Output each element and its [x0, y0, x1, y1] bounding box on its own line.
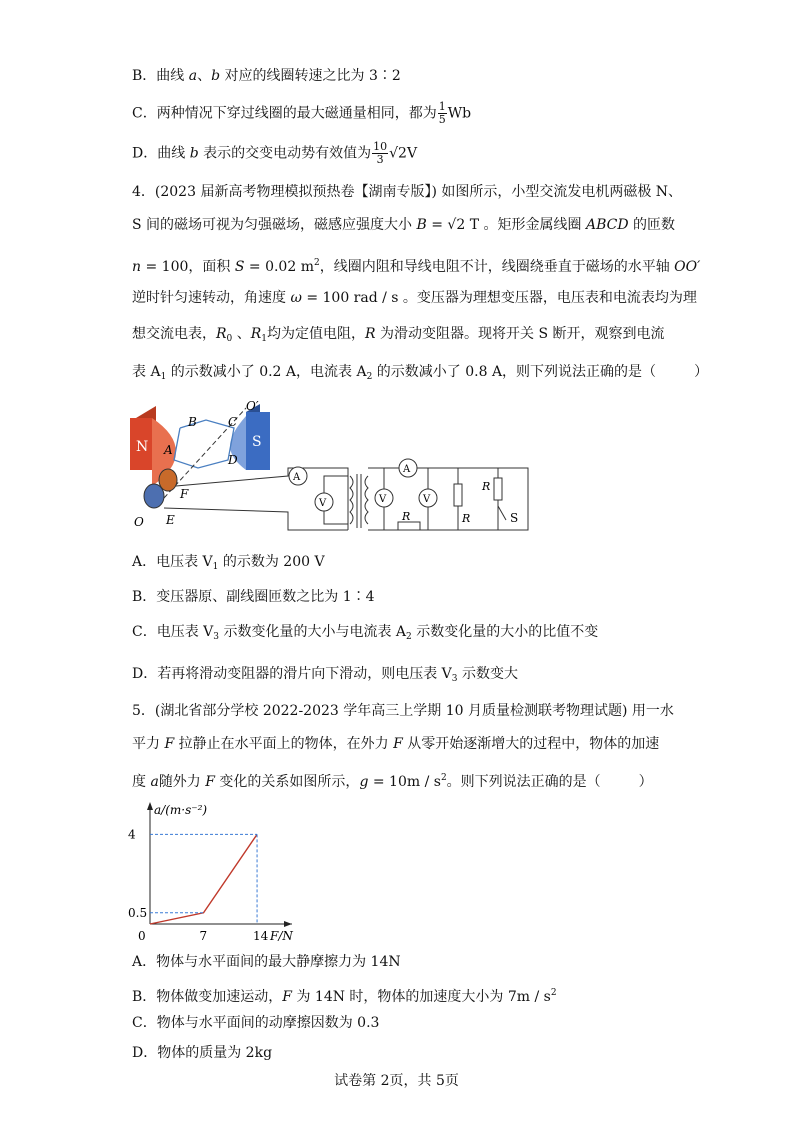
rheostat-r — [454, 484, 462, 506]
slip-ring-2 — [144, 484, 164, 508]
q4-stem-line6: 表 $A_1$ 的示数减小了 0.2 A，电流表 $A_2$ 的示数减小了 0.8 A，则下列说法正确的是（ ） — [132, 364, 709, 382]
x-axis-label: F/N — [270, 929, 293, 943]
svg-text:V: V — [319, 498, 327, 509]
page-footer: 试卷第 2页，共 5页 — [334, 1073, 459, 1089]
label-o: O — [134, 515, 144, 529]
label-s-pole: S — [252, 434, 262, 450]
label-c: C — [228, 415, 238, 429]
label-a: A — [164, 443, 173, 457]
svg-text:A: A — [403, 464, 411, 475]
q4-stem-line4: 逆时针匀速转动，角速度 ω = 100 rad / s 。变压器为理想变压器，电压表和电流表均为理 — [132, 290, 697, 306]
svg-text:V: V — [423, 494, 431, 505]
svg-text:R: R — [402, 510, 411, 523]
y-axis-label: a/(m·s⁻²) — [154, 803, 208, 817]
label-o-prime: O′ — [246, 399, 259, 413]
x-tick-label: 14 — [253, 929, 269, 943]
label-e: E — [166, 513, 175, 527]
secondary-coil — [365, 476, 368, 524]
y-tick-label: 0.5 — [128, 905, 148, 920]
acceleration-force-chart — [128, 796, 308, 946]
label-d: D — [228, 453, 238, 467]
coil-abcd — [174, 420, 234, 468]
q5-stem-line1: 5．(湖北省部分学校 2022-2023 学年高三上学期 10 月质量检测联考物理试题) 用一水 — [132, 703, 674, 719]
y-tick-label: 4 — [128, 827, 136, 842]
q4-stem-line5: 想交流电表，$R_0$ 、$R_1$均为定值电阻，R 为滑动变阻器。现将开关 S 断开，观察到电流 — [132, 326, 665, 344]
y-axis-arrow — [147, 802, 153, 810]
q4-option-a: A．电压表 $V_1$ 的示数为 200 V — [132, 554, 325, 572]
svg-text:R: R — [462, 512, 471, 525]
q4-option-b: B．变压器原、副线圈匝数之比为 1∶4 — [132, 589, 375, 605]
x-tick-label: 7 — [199, 929, 208, 943]
svg-text:S: S — [510, 511, 519, 525]
q4-stem-line3: n = 100，面积 S = 0.02 $m^2$，线圈内阻和导线电阻不计，线圈绕垂直于磁场的水平轴 OO′ — [132, 258, 701, 275]
q5-option-c: C．物体与水平面间的动摩擦因数为 0.3 — [132, 1015, 380, 1031]
q5-option-d: D．物体的质量为 2kg — [132, 1045, 273, 1061]
label-b: B — [188, 415, 197, 429]
fraction: $\frac{10}{3}$ — [373, 140, 388, 166]
q5-stem-line3: 度 a随外力 F 变化的关系如图所示，$g = 10m / s^2$。则下列说法正确的是（ ） — [132, 773, 653, 790]
generator-circuit-figure — [128, 398, 538, 538]
q4-option-d: D．若再将滑动变阻器的滑片向下滑动，则电压表 $V_3$ 示数变大 — [132, 666, 518, 684]
label-f: F — [180, 487, 189, 501]
q4-stem-line1: 4．(2023 届新高考物理模拟预热卷【湖南专版】) 如图所示，小型交流发电机两磁极 N、 — [132, 184, 683, 200]
a-vs-f-line — [150, 834, 257, 924]
resistor-r1 — [494, 478, 502, 500]
svg-text:A: A — [293, 472, 301, 483]
svg-text:R: R — [482, 480, 491, 493]
svg-text:V: V — [379, 494, 387, 505]
q5-option-b: B．物体做变加速运动，F 为 14N 时，物体的加速度大小为 $7m / s^2$ — [132, 988, 557, 1005]
primary-coil — [350, 476, 353, 524]
fraction: $\frac{1}{5}$ — [438, 100, 446, 126]
label-n: N — [136, 439, 149, 455]
q5-stem-line2: 平力 F 拉静止在水平面上的物体，在外力 F 从零开始逐渐增大的过程中，物体的加速 — [132, 736, 660, 752]
x-tick-label: 0 — [138, 929, 146, 943]
q4-option-c: C．电压表 $V_3$ 示数变化量的大小与电流表 $A_2$ 示数变化量的大小的比值不变 — [132, 624, 599, 642]
q3-option-b: B．曲线 a、b 对应的线圈转速之比为 3∶2 — [132, 68, 401, 84]
q3-option-c: C．两种情况下穿过线圈的最大磁通量相同，都为 $\frac{1}{5}$ Wb — [132, 100, 472, 126]
q5-option-a: A．物体与水平面间的最大静摩擦力为 14N — [132, 954, 401, 970]
q3-option-d: D．曲线 b 表示的交变电动势有效值为 $\frac{10}{3}$ √2V — [132, 140, 418, 166]
switch-s — [498, 506, 506, 520]
x-axis-arrow — [284, 921, 292, 927]
wire-e — [164, 508, 348, 530]
q4-stem-line2: S 间的磁场可视为匀强磁场，磁感应强度大小 B = √2 T 。矩形金属线圈 ABCD 的匝数 — [132, 217, 676, 233]
resistor-r0 — [398, 522, 420, 530]
